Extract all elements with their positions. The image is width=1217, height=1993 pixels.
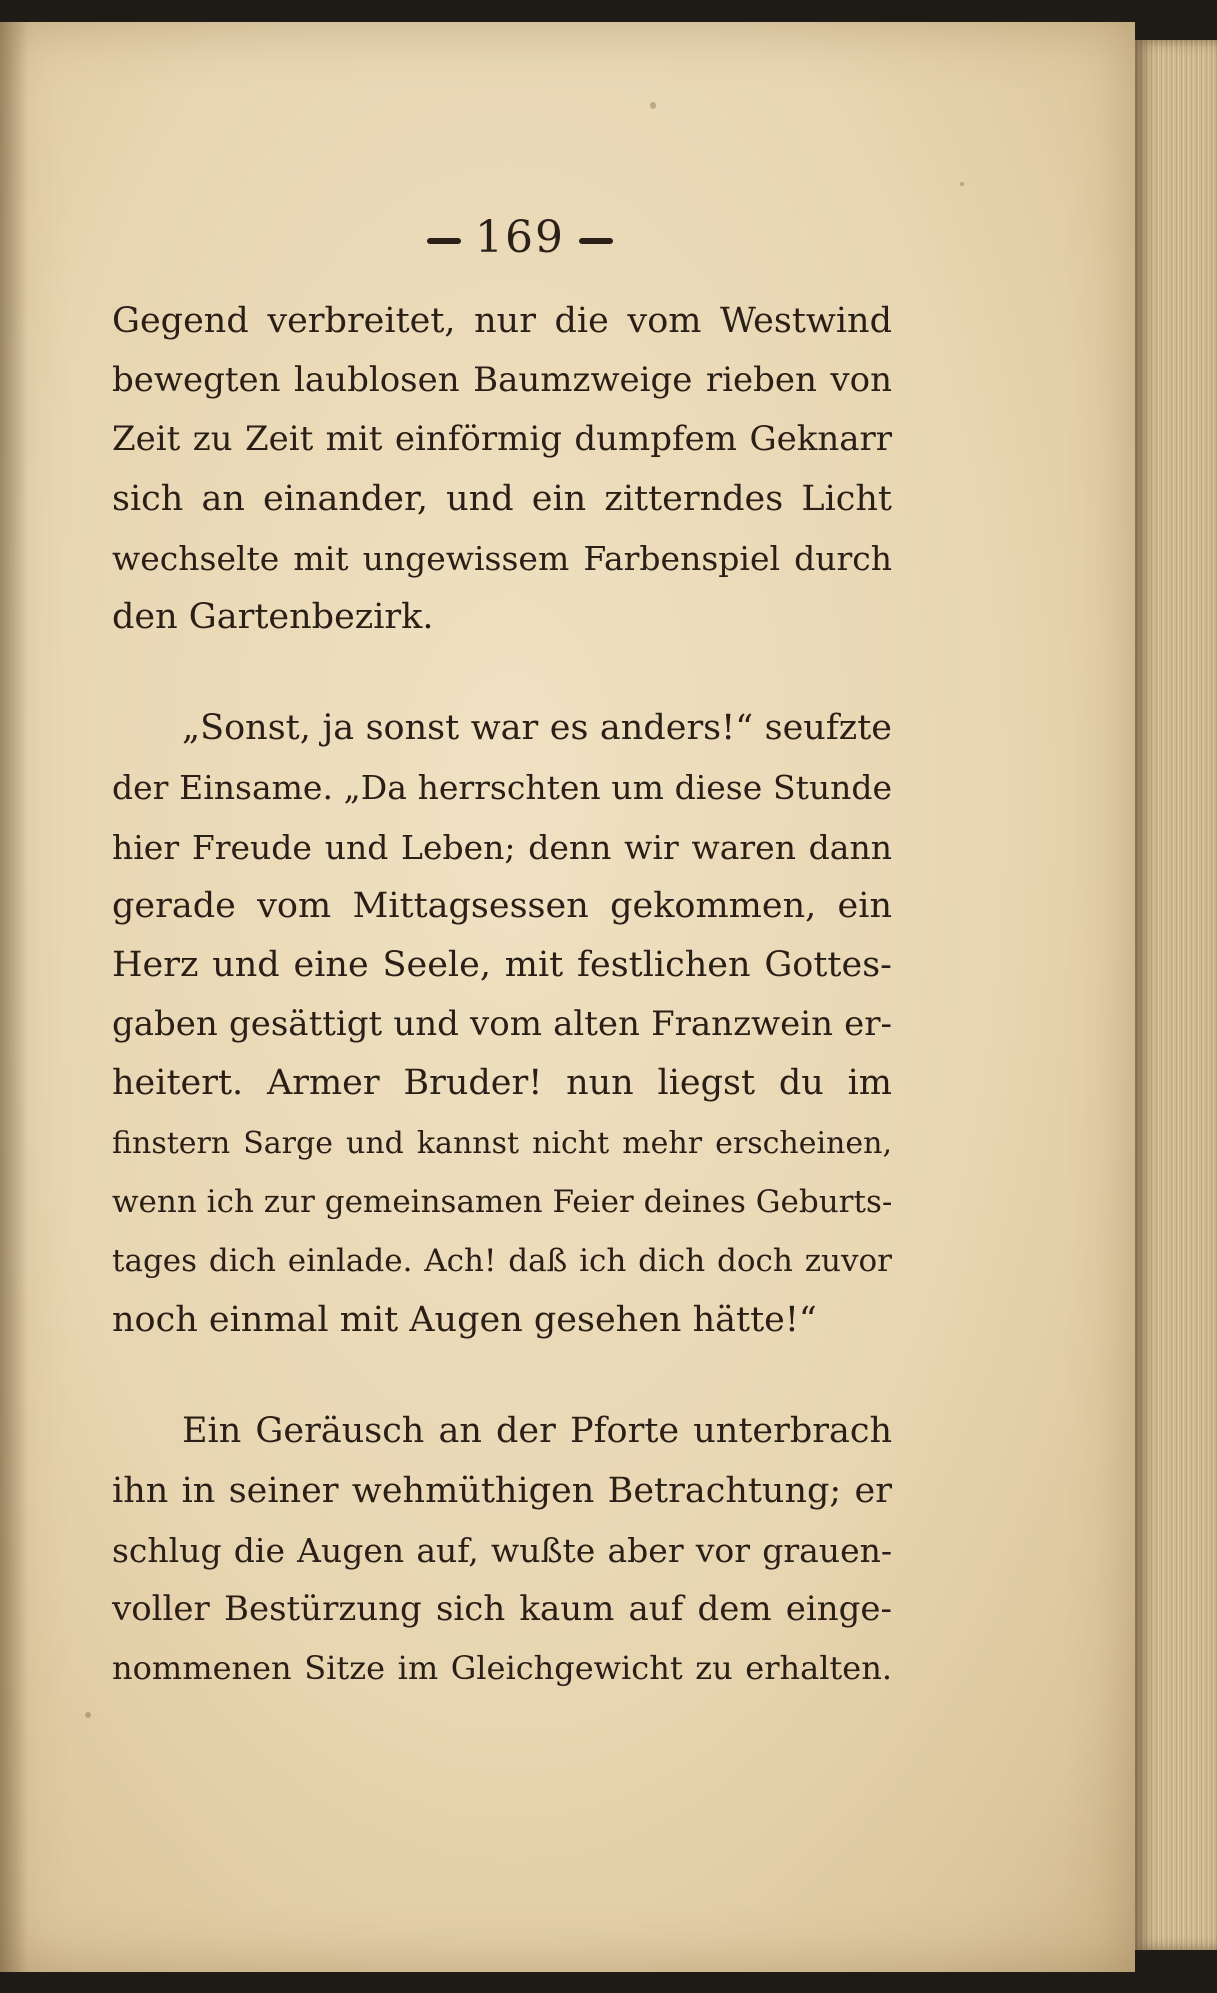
text-line: „Sonst, ja sonst war es anders!“ seufzte: [182, 708, 892, 749]
text-line: gerade vom Mittagsessen gekommen, ein: [112, 885, 892, 926]
text-line: den Gartenbezirk.: [112, 597, 434, 638]
text-line: der Einsame. „Da herrschten um diese Stunde: [112, 768, 892, 808]
text-line: heitert. Armer Bruder! nun liegst du im: [112, 1063, 892, 1104]
text-line: tages dich einlade. Ach! daß ich dich doch zuvor: [112, 1243, 892, 1280]
body-text: [112, 292, 892, 1698]
book-page: [0, 22, 1135, 1972]
paragraph: [112, 1402, 892, 1698]
text-line: bewegten laublosen Baumzweige rieben von: [112, 360, 892, 401]
text-line: noch einmal mit Augen gesehen hätte!“: [112, 1300, 817, 1341]
text-line: wechselte mit ungewissem Farbenspiel durch: [112, 538, 892, 578]
text-line: nommenen Sitze im Gleichgewicht zu erhalten.: [112, 1649, 892, 1688]
header-dash-right: [579, 238, 613, 244]
text-line: finstern Sarge und kannst nicht mehr erscheinen,: [112, 1125, 892, 1161]
page-header: [390, 212, 650, 263]
paper-speck: [650, 102, 656, 109]
paragraph: [112, 292, 892, 647]
page-block-edges: [1135, 40, 1217, 1950]
text-line: Ein Geräusch an der Pforte unterbrach: [182, 1411, 892, 1452]
text-line: hier Freude und Leben; denn wir waren dann: [112, 827, 892, 867]
text-line: wenn ich zur gemeinsamen Feier deines Geburts-: [112, 1183, 893, 1220]
text-line: Herz und eine Seele, mit festlichen Gottes-: [112, 945, 892, 986]
text-line: ihn in seiner wehmüthigen Betrachtung; er: [112, 1470, 892, 1511]
text-line: gaben gesättigt und vom alten Franzwein er-: [112, 1004, 892, 1045]
gutter-shadow: [0, 22, 28, 1972]
text-line: Zeit zu Zeit mit einförmig dumpfem Geknarr: [112, 419, 892, 460]
text-line: voller Bestürzung sich kaum auf dem einge-: [112, 1589, 892, 1630]
page-number: 169: [475, 212, 565, 263]
text-line: Gegend verbreitet, nur die vom Westwind: [112, 301, 892, 341]
text-line: schlug die Augen auf, wußte aber vor grauen-: [112, 1530, 892, 1570]
paper-speck: [85, 1712, 91, 1718]
text-line: sich an einander, und ein zitterndes Licht: [112, 478, 892, 519]
paragraph: [112, 699, 892, 1350]
header-dash-left: [427, 238, 461, 244]
paper-speck: [960, 182, 964, 186]
